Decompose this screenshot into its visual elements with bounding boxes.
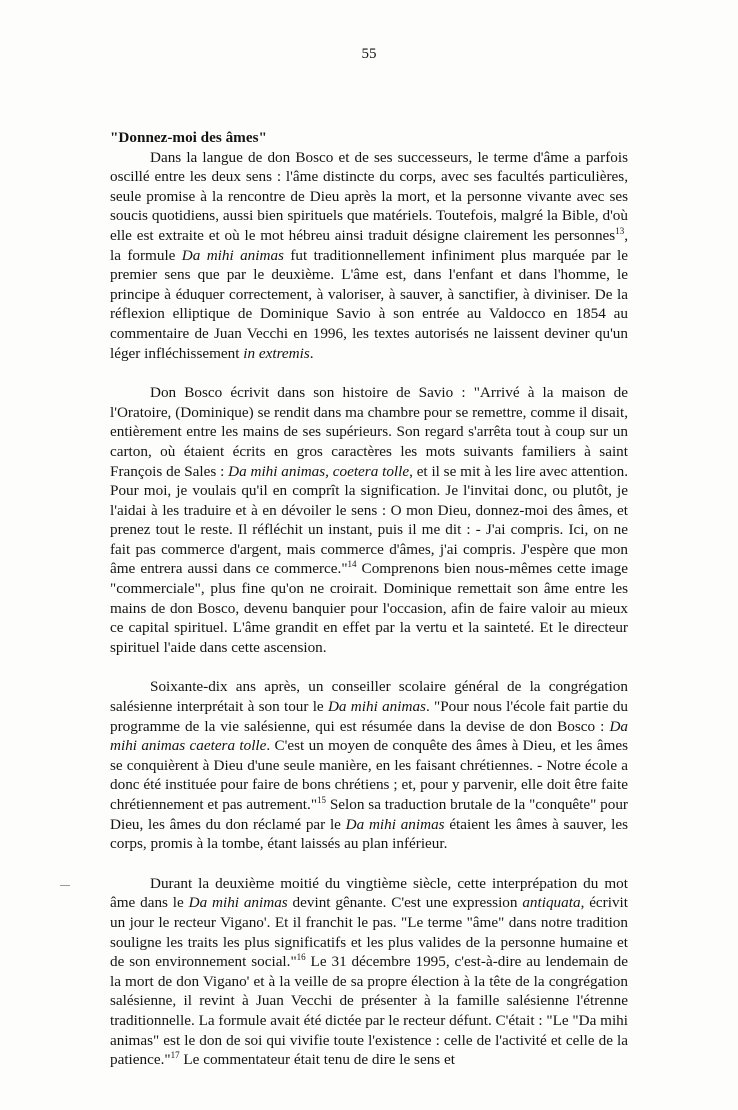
paragraph-3 (110, 677, 628, 853)
footnote-ref-16: 16 (296, 952, 306, 963)
text-run: devint gênante. C'est une expression (287, 894, 523, 912)
text-run: Don Bosco écrivit dans son histoire de Savio : "Arrivé à la maison de l'Oratoire, (Dominique) se rendit dans ma chambre pour se remettre, comme il disait, entièrement entre les mains de ses supérieurs. Son regard s'arrêta tout à coup sur un carton, où étaient écrits en gros caractères les mots suivants familiers à saint François de Sales : (110, 384, 628, 480)
text-run: , et il se mit à les lire avec attention. Pour moi, je voulais qu'il en comprît la signification. Je l'invitai donc, ou plutôt, je l'aidai à les traduire et à en dévoiler le sens : O mon Dieu, donnez-moi des âmes, et prenez tout le reste. Il réfléchit un instant, puis il me dit : - J'ai compris. Ici, on ne fait pas commerce d'argent, mais commerce d'âmes, j'ai compris. J'espère que mon âme entrera aussi dans ce commerce." (110, 462, 628, 578)
text-run: . (309, 344, 314, 362)
footnote-ref-15: 15 (317, 794, 327, 805)
footnote-ref-14: 14 (347, 559, 357, 570)
text-run: . C'est un moyen de conquête des âmes à Dieu, et les âmes se conquièrent à Dieu d'une seule manière, en les faisant chrétiennes. - Notre école a donc été instituée pour faire de bons chrétiens ; et, pour y parvenir, elle doit être faite chrétiennement et pas autrement." (110, 737, 628, 813)
italic-run: Da mihi animas (181, 246, 284, 264)
page-body (110, 128, 628, 1070)
italic-run: Da mihi animas (188, 894, 288, 912)
text-run: Durant la deuxième moitié du vingtième siècle, cette interprépation du mot âme dans le (110, 874, 628, 912)
text-run: . "Pour nous l'école fait partie du programme de la vie salésienne, qui est résumée dans la devise de don Bosco : (110, 698, 628, 735)
footnote-ref-17: 17 (170, 1050, 180, 1061)
footnote-ref-13: 13 (615, 225, 625, 236)
text-run: étaient les âmes à sauver, les corps, promis à la tombe, étant laissés au plan inférieur. (110, 815, 628, 853)
paragraph-4 (110, 874, 628, 1070)
page-number: 55 (361, 46, 377, 62)
paragraph-1 (110, 148, 628, 364)
text-run: , la formule (110, 226, 628, 264)
text-run: Soixante-dix ans après, un conseiller scolaire général de la congrégation salésienne interprétait à son tour le (110, 678, 628, 716)
text-run: Le commentateur était tenu de dire le sens et (179, 1051, 455, 1069)
italic-run: Da mihi animas (327, 698, 426, 716)
text-run: , écrivit un jour le recteur Vigano'. Et il franchit le pas. "Le terme "âme" dans notre tradition souligne les traits les plus significatifs et les plus valides de la personne humaine et de son environnement social." (110, 894, 628, 971)
text-run: Comprenons bien nous-mêmes cette image "commerciale", plus fine qu'on ne croirait. Dominique remettait son âme entre les mains de don Bosco, devenu banquier pour l'occasion, afin de faire valoir au mieux ce capital spirituel. L'âme grandit en effet par la vertu et la sainteté. Et le directeur spirituel l'aide dans cette ascension. (110, 560, 628, 656)
italic-run: in extremis (243, 344, 310, 362)
italic-run: antiquata (522, 894, 581, 912)
text-run: Le 31 décembre 1995, c'est-à-dire au lendemain de la mort de don Vigano' et à la veille de sa propre élection à la tête de la congrégation salésienne, il revint à Juan Vecchi de présenter à la famille salésienne l'étrenne traditionnelle. La formule avait été dictée par le recteur défunt. C'était : "Le "Da mihi animas" est le don de soi qui vivifie toute l'existence : celle de l'activité et celle de la patience." (110, 953, 628, 1069)
scan-artifact-mark (60, 885, 70, 886)
text-run: Dans la langue de don Bosco et de ses successeurs, le terme d'âme a parfois oscillé entre les deux sens : l'âme distincte du corps, avec ses facultés particulières, seule promise à la rencontre de Dieu après la mort, et la personne vivante avec ses soucis quotidiens, aussi bien spirituels que matériels. Toutefois, malgré la Bible, d'où elle est extraite et où le mot hébreu ainsi traduit désigne clairement les personnes (110, 148, 628, 244)
paragraph-2 (110, 383, 628, 657)
italic-run: Da mihi animas (345, 815, 445, 833)
text-run: Selon sa traduction brutale de la "conquête" pour Dieu, les âmes du don réclamé par le (110, 796, 628, 833)
italic-run: Da mihi animas caetera tolle (110, 717, 628, 755)
text-run: fut traditionnellement infiniment plus marquée par le premier sens que par le deuxième. L'âme est, dans l'enfant et dans l'homme, le principe à éduquer correctement, à valoriser, à sauver, à sanctifier, à diviniser. De la réflexion elliptique de Dominique Savio à son entrée au Valdocco en 1854 au commentaire de Juan Vecchi en 1996, les textes autorisés ne laissent deviner qu'un léger infléchissement (110, 246, 628, 362)
italic-run: Da mihi animas, coetera tolle (228, 462, 410, 480)
section-heading: "Donnez-moi des âmes" (110, 129, 267, 146)
